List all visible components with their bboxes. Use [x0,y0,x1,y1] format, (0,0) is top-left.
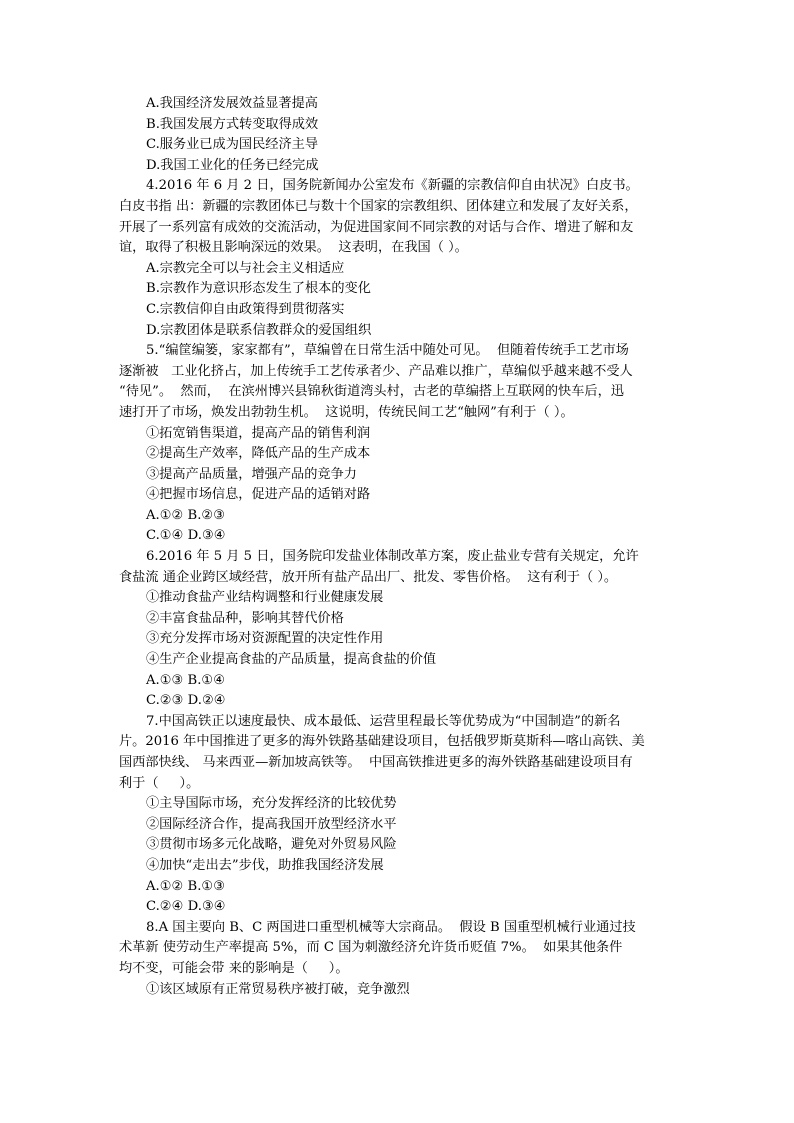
question-6 [119,547,679,712]
option-b: B.宗教作为意识形态发生了根本的变化 [146,281,371,297]
statement-item: ①该区域原有正常贸易秩序被打破，竞争激烈 [146,981,410,997]
statement-item: ④生产企业提高食盐的产品质量，提高食盐的价值 [146,652,437,668]
option-row: C.②④ D.③④ [146,899,226,915]
option-row: C.①④ D.③④ [146,528,226,544]
question-stem-line: 6.2016 年 5 月 5 日，国务院印发盐业体制改革方案，废止盐业专营有关规定，允许 [146,549,639,565]
statement-item: ①推动食盐产业结构调整和行业健康发展 [146,590,384,606]
question-stem-line: 均不变，可能会带 来的影响是（ ）。 [119,960,349,976]
option-a: A.我国经济发展效益显著提高 [146,96,318,111]
question-4 [119,176,679,341]
question-stem-line: 开展了一系列富有成效的交流活动，为促进国家间不同宗教的对话与合作、增进了解和友 [119,219,634,235]
question-stem-line: 4.2016 年 6 月 2 日，国务院新闻办公室发布《新疆的宗教信仰自由状况》白皮书。 [146,178,639,194]
option-d: D.宗教团体是联系信教群众的爱国组织 [146,322,372,338]
option-d: D.我国工业化的任务已经完成 [146,157,319,173]
statement-item: ②丰富食盐品种，影响其替代价格 [146,610,344,626]
option-c: C.宗教信仰自由政策得到贯彻落实 [146,301,345,317]
statement-item: ③贯彻市场多元化战略，避免对外贸易风险 [146,837,397,853]
question-8 [119,918,679,1000]
option-b: B.我国发展方式转变取得成效 [146,116,319,132]
statement-item: ④把握市场信息，促进产品的适销对路 [146,487,371,503]
option-c: C.服务业已成为国民经济主导 [146,137,319,153]
question-5 [119,341,679,547]
statement-item: ④加快“走出去”步伐，助推我国经济发展 [146,857,384,873]
option-row: A.①② B.①③ [146,878,226,894]
question-stem-line: 速打开了市场，焕发出勃勃生机。 这说明，传统民间工艺“触网”有利于（ ）。 [119,404,574,420]
document-page [119,94,679,1000]
question-stem-line: 5.“编筐编篓，家家都有”，草编曾在日常生活中随处可见。 但随着传统手工艺市场 [146,343,629,359]
question-7 [119,712,679,918]
statement-item: ③提高产品质量，增强产品的竞争力 [146,466,357,482]
question-stem-line: 片。2016 年中国推进了更多的海外铁路基础建设项目，包括俄罗斯莫斯科—喀山高铁、美 [119,734,645,750]
question-stem-line: 逐渐被 工业化挤占，加上传统手工艺传承者少、产品难以推广，草编似乎越来越不受人 [119,363,633,379]
option-row: A.①③ B.①④ [146,672,226,688]
statement-item: ①拓宽销售渠道，提高产品的销售利润 [146,425,371,441]
question-stem-line: 食盐流 通企业跨区域经营，放开所有盐产品出厂、批发、零售价格。 这有利于（ ）。 [119,569,618,585]
statement-item: ②国际经济合作，提高我国开放型经济水平 [146,816,397,832]
option-row: C.②③ D.②④ [146,693,226,709]
question-stem-line: 8.A 国主要向 B、C 两国进口重型机械等大宗商品。 假设 B 国重型机械行业通过技 [146,919,636,935]
option-a: A.宗教完全可以与社会主义相适应 [146,260,345,276]
question-stem-line: 谊，取得了积极且影响深远的效果。 这表明，在我国（ ）。 [119,240,468,256]
question-stem-line: 术革新 使劳动生产率提高 5%，而 C 国为刺激经济允许货币贬值 7%。 如果其他条件 [119,940,623,956]
question-stem-line: “待见”。 然而， 在滨州博兴县锦秋街道湾头村，古老的草编搭上互联网的快车后，迅 [119,384,624,400]
question-stem-line: 7.中国高铁正以速度最快、成本最低、运营里程最长等优势成为“中国制造”的新名 [146,713,621,729]
option-row: A.①② B.②③ [146,507,226,523]
statement-item: ①主导国际市场，充分发挥经济的比较优势 [146,796,397,812]
question-stem-line: 国西部快线、 马来西亚—新加坡高铁等。 中国高铁推进更多的海外铁路基础建设项目有 [119,755,633,770]
question-stem-line: 白皮书指 出：新疆的宗教团体已与数十个国家的宗教组织、团体建立和发展了友好关系， [119,198,638,214]
statement-item: ②提高生产效率，降低产品的生产成本 [146,446,371,462]
q3-options [119,94,679,176]
statement-item: ③充分发挥市场对资源配置的决定性作用 [146,631,384,647]
question-stem-line: 利于（ ）。 [119,775,200,791]
